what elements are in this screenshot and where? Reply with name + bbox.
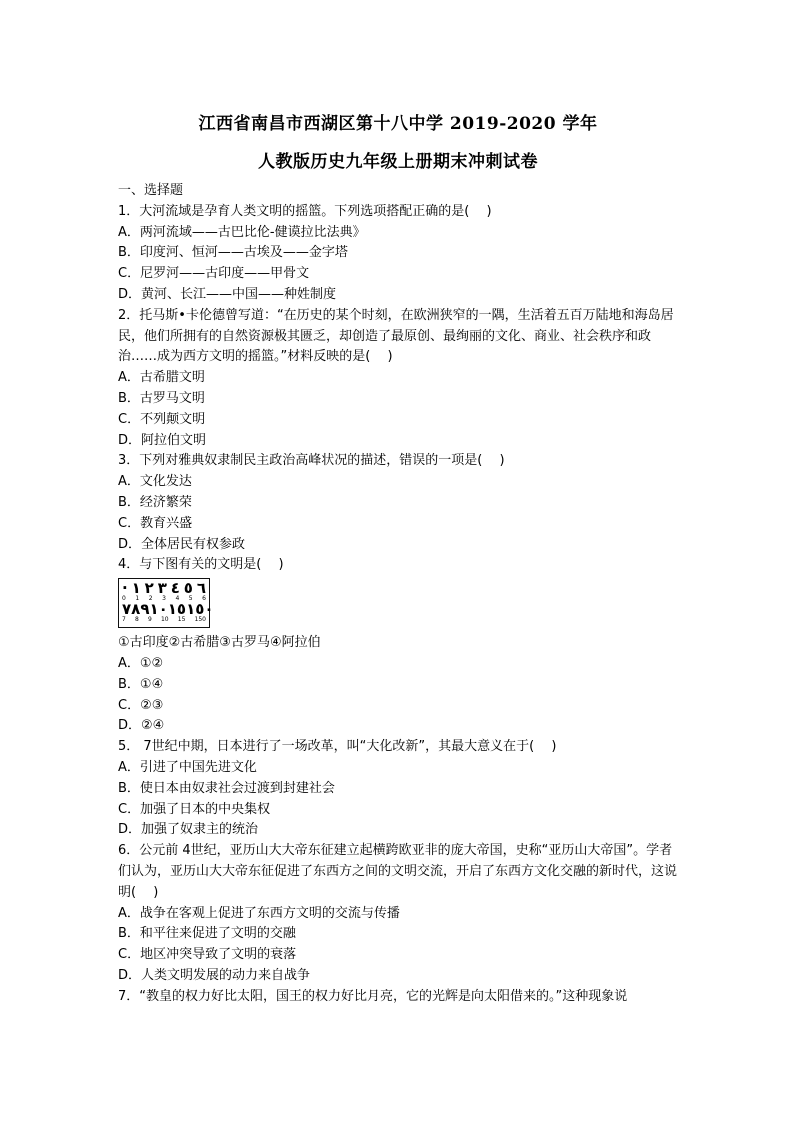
question-6-stem: 6．公元前 4世纪，亚历山大大帝东征建立起横跨欧亚非的庞大帝国，史称“亚历山大帝国”。学者们认为，亚历山大大帝东征促进了东西方之间的文明交流，开启了东西方文化交融的新时代，这说明( )	[118, 843, 678, 900]
question-1-option-d: D．黄河、长江——中国——种姓制度	[118, 286, 337, 302]
numeral-glyph: ٩	[140, 600, 150, 619]
numeral-glyph: ٧	[122, 600, 132, 619]
numeral-glyph: ١	[131, 579, 141, 598]
question-2-option-d: D．阿拉伯文明	[118, 432, 207, 448]
numeral-label: 10	[160, 616, 169, 624]
numeral-label: 4	[175, 595, 180, 603]
question-3-option-d: D．全体居民有权参政	[118, 536, 246, 552]
question-2-stem: 2．托马斯•卡伦德曾写道：“在历史的某个时刻，在欧洲狭窄的一隅，生活着五百万陆地和海岛居民，他们所拥有的自然资源极其匮乏，却创造了最原创、最绚丽的文化、商业、社会秩序和政治……成为西方文明的摇篮。”材料反映的是( )	[118, 307, 674, 365]
question-1-option-b: B．印度河、恒河——古埃及——金字塔	[118, 245, 348, 261]
page-subtitle: 人教版历史九年级上册期末冲刺试卷	[258, 152, 538, 172]
question-4-option-d: D．②④	[118, 718, 165, 734]
numeral-glyph: ٦	[196, 579, 206, 598]
question-6-option-d: D．人类文明发展的动力来自战争	[118, 967, 311, 983]
numeral-label: 7	[122, 616, 126, 624]
question-3-option-a: A．文化发达	[118, 474, 192, 490]
numeral-label: 1	[135, 595, 140, 603]
question-5-stem: 5． 7世纪中期，日本进行了一场改革，叫“大化改新”，其最大意义在于( )	[118, 739, 557, 755]
question-3-stem: 3．下列对雅典奴隶制民主政治高峰状况的描述，错误的一项是( )	[118, 453, 505, 469]
question-3-option-b: B．经济繁荣	[118, 494, 192, 510]
question-6-option-b: B．和平往来促进了文明的交融	[118, 926, 296, 942]
numeral-glyph: ·	[122, 579, 128, 598]
section-heading: 一、选择题	[118, 183, 184, 198]
question-1-option-c: C．尼罗河——古印度——甲骨文	[118, 266, 310, 282]
numerals-figure	[118, 578, 678, 630]
question-4-stem: 4．与下图有关的文明是( )	[118, 557, 284, 573]
question-1-option-a: A．两河流域——古巴比伦-健谟拉比法典》	[118, 224, 366, 240]
numeral-label: 6	[202, 595, 206, 603]
question-2-option-a: A．古希腊文明	[118, 370, 205, 386]
numeral-label: 0	[122, 595, 126, 603]
numeral-label: 2	[148, 595, 153, 603]
question-1-stem: 1．大河流域是孕育人类文明的摇篮。下列选项搭配正确的是( )	[118, 203, 492, 219]
numeral-glyph: ٣	[157, 579, 167, 598]
question-4-option-a: A．①②	[118, 655, 164, 671]
arabic-numerals-image	[118, 578, 214, 628]
question-3-option-c: C．教育兴盛	[118, 515, 193, 531]
question-5-option-d: D．加强了奴隶主的统治	[118, 822, 259, 838]
question-6-option-a: A．战争在客观上促进了东西方文明的交流与传播	[118, 905, 400, 921]
numeral-label: 15	[177, 616, 186, 624]
question-4-option-b: B．①④	[118, 676, 164, 692]
question-2-option-c: C．不列颠文明	[118, 411, 206, 427]
question-7-stem: 7．“教皇的权力好比太阳，国王的权力好比月亮，它的光辉是向太阳借来的。”这种现象说	[118, 988, 628, 1004]
question-2-option-b: B．古罗马文明	[118, 390, 205, 406]
numeral-glyph: ١٠	[149, 600, 168, 619]
numeral-label: 5	[188, 595, 193, 603]
numeral-glyph: ٥	[183, 579, 193, 598]
numeral-glyph: ١٥	[167, 600, 187, 619]
question-body	[118, 181, 678, 1007]
numeral-label: 3	[162, 595, 166, 603]
question-6-option-c: C．地区冲突导致了文明的衰落	[118, 947, 297, 963]
numeral-glyph: ٢	[144, 579, 154, 598]
numeral-glyph: ٤	[170, 579, 180, 598]
numeral-glyph: ١٥٠	[186, 600, 214, 619]
numeral-label: 9	[147, 616, 152, 624]
question-5-option-c: C．加强了日本的中央集权	[118, 801, 271, 817]
page-title: 江西省南昌市西湖区第十八中学 2019-2020 学年	[198, 114, 598, 134]
question-4-option-c: C．②③	[118, 697, 164, 713]
numeral-label: 150	[194, 616, 206, 624]
question-4-choices-line: ①古印度②古希腊③古罗马④阿拉伯	[118, 635, 321, 651]
question-5-option-b: B．使日本由奴隶社会过渡到封建社会	[118, 780, 335, 796]
numeral-label: 8	[134, 616, 139, 624]
question-5-option-a: A．引进了中国先进文化	[118, 759, 257, 775]
numeral-glyph: ٨	[131, 600, 141, 619]
